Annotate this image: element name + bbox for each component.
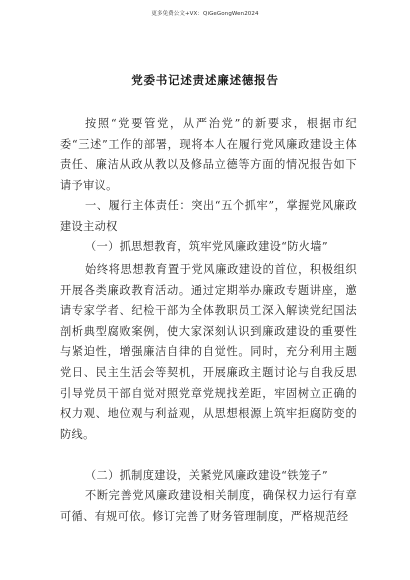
paragraph-system-building: 不断完善党风廉政建设相关制度，确保权力运行有章可循、有规可依。修订完善了财务管理制度，严格规范经: [60, 489, 357, 523]
paragraph-intro: 按照“党要管党，从严治党”的新要求，根据市纪委“三述”工作的部署，现将本人在履行党风廉政建设主体责任、廉洁从政从教以及修品立德等方面的情况报告如下请予审议。: [60, 117, 357, 192]
subsection-heading-2: （二）抓制度建设，关紧党风廉政建设“铁笼子”: [85, 469, 328, 482]
section-heading-1: 一、履行主体责任：突出“五个抓牢”，掌握党风廉政建设主动权: [60, 199, 357, 233]
document-title: 党委书记述责述廉述德报告: [131, 73, 279, 87]
paragraph-ideological-education: 始终将思想教育置于党风廉政建设的首位，积极组织开展各类廉政教育活动。通过定期举办廉政专题讲座，邀请专家学者、纪检干部为全体教职员工深入解读党纪国法剖析典型腐败案例，使大家深刻认识到廉政建设的重要性与紧迫性，增强廉洁自律的自觉性。同时，充分利用主题党日、民主生活会等契机，开展廉政主题讨论与自我反思引导党员干部自觉对照党章党规找差距，牢固树立正确的权力观、地位观与利益观，从思想根源上筑牢拒腐防变的防线。: [60, 263, 357, 441]
header-note: 更多免费公文+VX：QiGeGongWen2024: [151, 11, 259, 17]
subsection-heading-1: （一）抓思想教育，筑牢党风廉政建设“防火墙”: [85, 240, 328, 253]
